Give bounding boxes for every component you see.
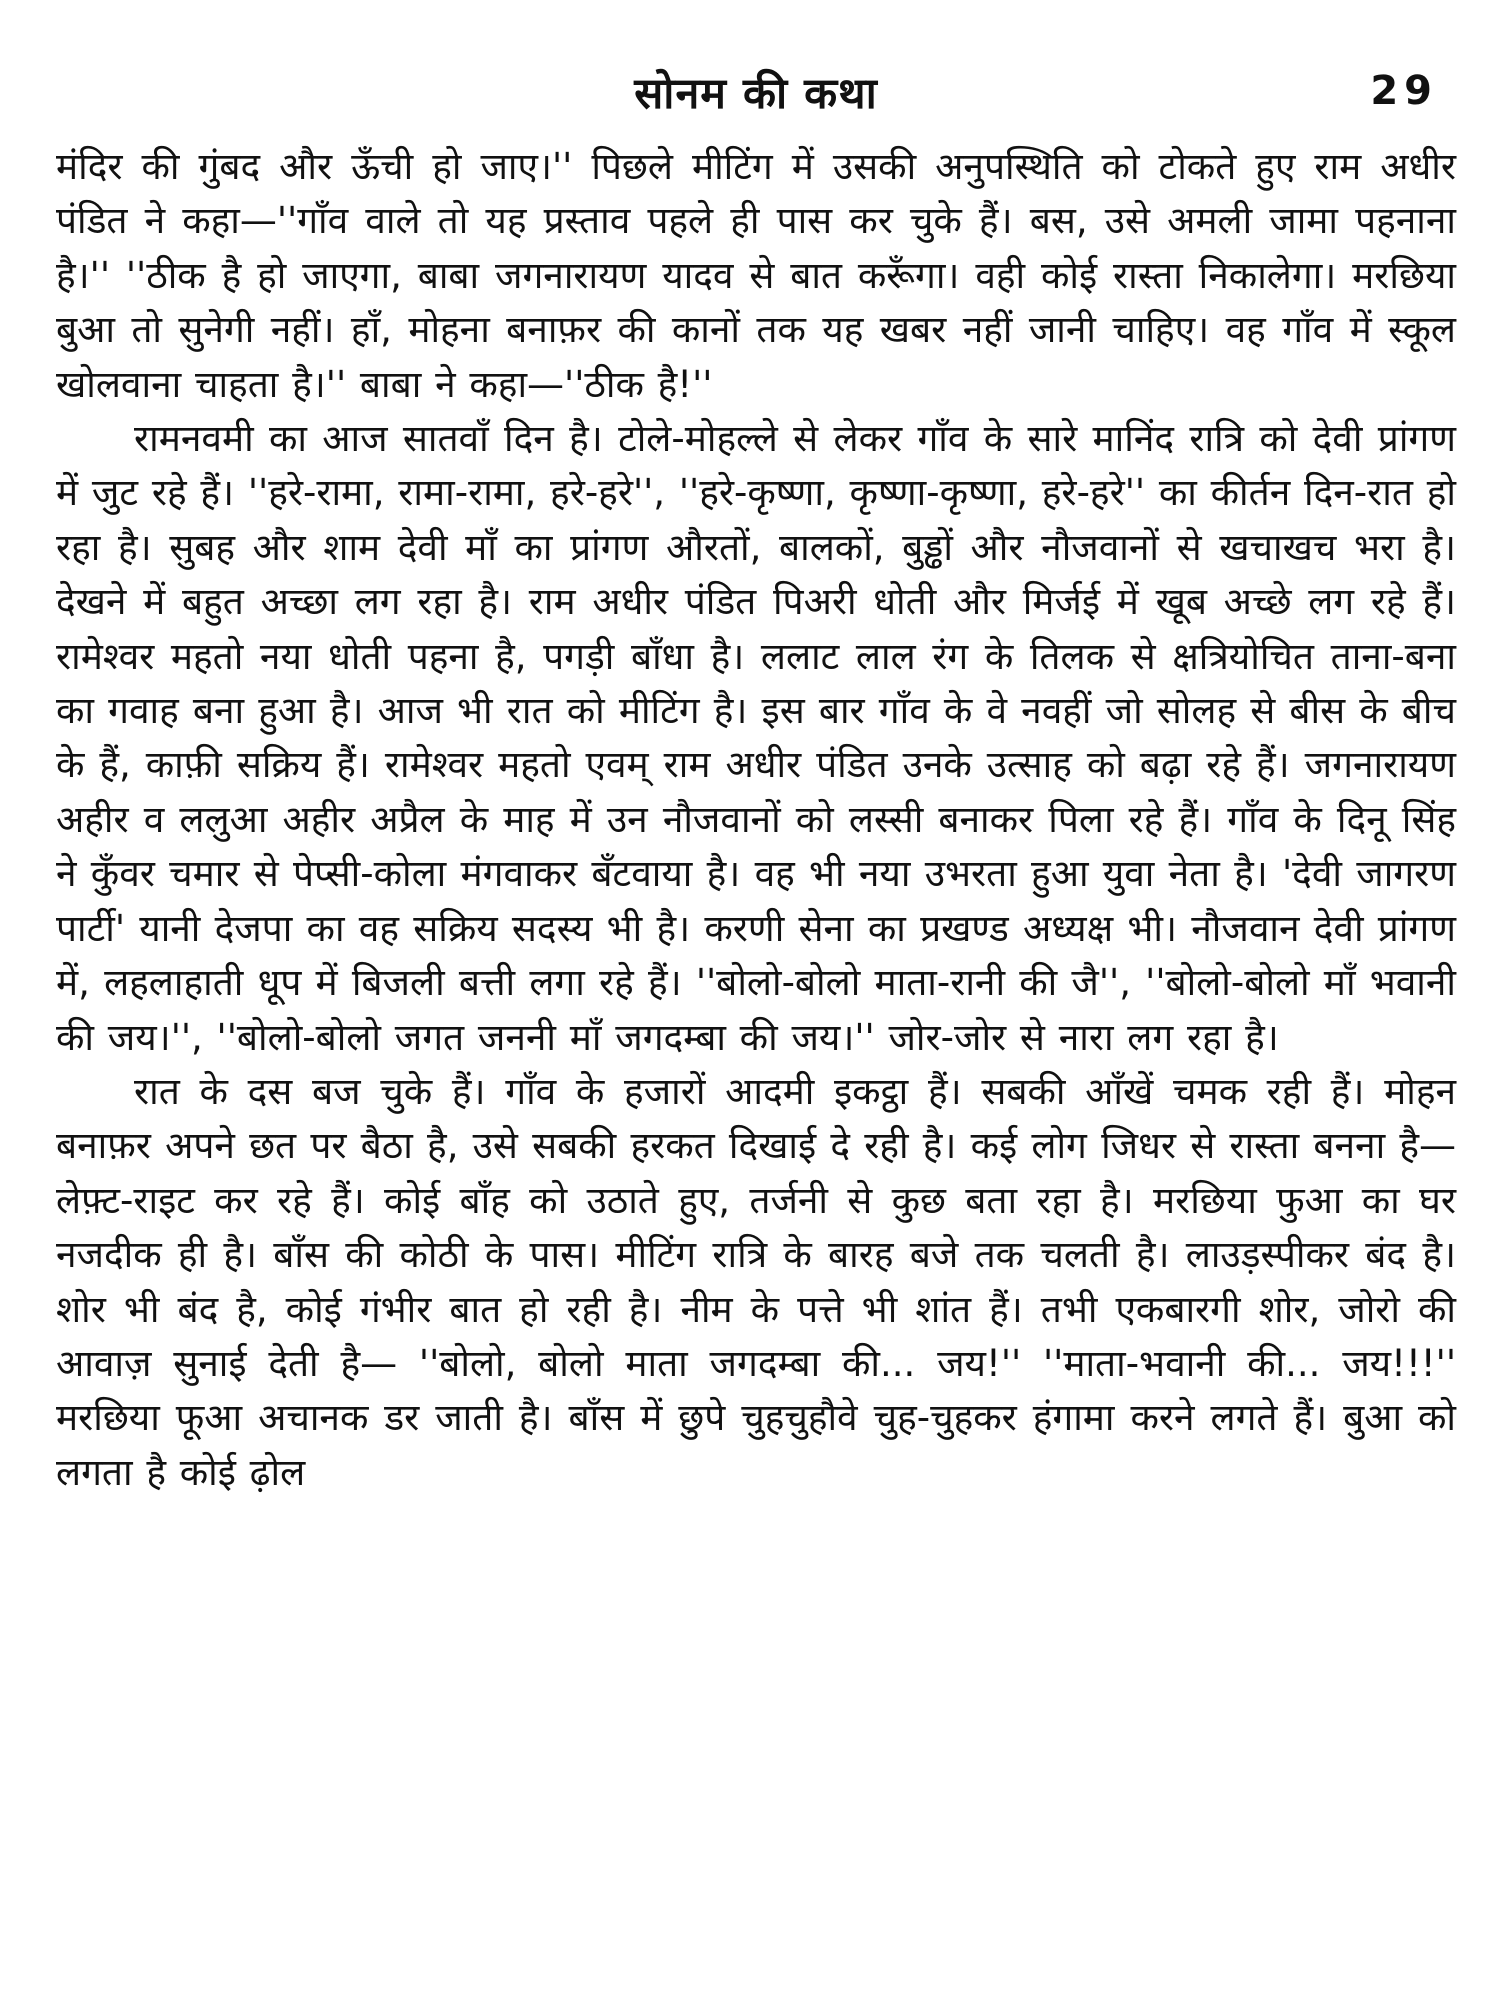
paragraph-ramnavami: रामनवमी का आज सातवाँ दिन है। टोले-मोहल्ले से लेकर गाँव के सारे मानिंद रात्रि को देवी प्रांगण में जुट रहे हैं। ''हरे-रामा, रामा-रामा, हरे-हरे'', ''हरे-कृष्णा, कृष्णा-कृष्णा, हरे-हरे'' का कीर्तन दिन-रात हो रहा है। सुबह और शाम देवी माँ का प्रांगण औरतों, बालकों, बुड्ढों और नौजवानों से खचाखच भरा है। देखने में बहुत अच्छा लग रहा है। राम अधीर पंडित पिअरी धोती और मिर्जई में खूब अच्छे लग रहे हैं। रामेश्वर महतो नया धोती पहना है, पगड़ी बाँधा है। ललाट लाल रंग के तिलक से क्षत्रियोचित ताना-बना का गवाह बना हुआ है। आज भी रात को मीटिंग है। इस बार गाँव के वे नवहीं जो सोलह से बीस के बीच के हैं, काफ़ी सक्रिय हैं। रामेश्वर महतो एवम् राम अधीर पंडित उनके उत्साह को बढ़ा रहे हैं। जगनारायण अहीर व ललुआ अहीर अप्रैल के माह में उन नौजवानों को लस्सी बनाकर पिला रहे हैं। गाँव के दिनू सिंह ने कुँवर चमार से पेप्सी-कोला मंगवाकर बँटवाया है। वह भी नया उभरता हुआ युवा नेता है। 'देवी जागरण पार्टी' यानी देजपा का वह सक्रिय सदस्य भी है। करणी सेना का प्रखण्ड अध्यक्ष भी। नौजवान देवी प्रांगण में, लहलाहाती धूप में बिजली बत्ती लगा रहे हैं। ''बोलो-बोलो माता-रानी की जै'', ''बोलो-बोलो माँ भवानी की जय।'', ''बोलो-बोलो जगत जननी माँ जगदम्बा की जय।'' जोर-जोर से नारा लग रहा है। <box>56 417 1456 1059</box>
page-title: सोनम की कथा <box>634 69 878 119</box>
page-header <box>56 62 1456 132</box>
paragraph-continuation: मंदिर की गुंबद और ऊँची हो जाए।'' पिछले मीटिंग में उसकी अनुपस्थिति को टोकते हुए राम अधीर पंडित ने कहा—''गाँव वाले तो यह प्रस्ताव पहले ही पास कर चुके हैं। बस, उसे अमली जामा पहनाना है।'' ''ठीक है हो जाएगा, बाबा जगनारायण यादव से बात करूँगा। वही कोई रास्ता निकालेगा। मरछिया बुआ तो सुनेगी नहीं। हाँ, मोहना बनाफ़र की कानों तक यह खबर नहीं जानी चाहिए। वह गाँव में स्कूल खोलवाना चाहता है।'' बाबा ने कहा—''ठीक है!'' <box>56 145 1456 406</box>
body-text <box>56 140 1456 1500</box>
page-number: 29 <box>1370 68 1438 114</box>
paragraph-night-meeting: रात के दस बज चुके हैं। गाँव के हजारों आदमी इकट्ठा हैं। सबकी आँखें चमक रही हैं। मोहन बनाफ़र अपने छत पर बैठा है, उसे सबकी हरकत दिखाई दे रही है। कई लोग जिधर से रास्ता बनना है— लेफ़्ट-राइट कर रहे हैं। कोई बाँह को उठाते हुए, तर्जनी से कुछ बता रहा है। मरछिया फुआ का घर नजदीक ही है। बाँस की कोठी के पास। मीटिंग रात्रि के बारह बजे तक चलती है। लाउड़स्पीकर बंद है। शोर भी बंद है, कोई गंभीर बात हो रही है। नीम के पत्ते भी शांत हैं। तभी एकबारगी शोर, जोरो की आवाज़ सुनाई देती है— ''बोलो, बोलो माता जगदम्बा की... जय!'' ''माता-भवानी की... जय!!!'' मरछिया फूआ अचानक डर जाती है। बाँस में छुपे चुहचुहौवे चुह-चुहकर हंगामा करने लगते हैं। बुआ को लगता है कोई ढ़ोल <box>56 1069 1456 1494</box>
